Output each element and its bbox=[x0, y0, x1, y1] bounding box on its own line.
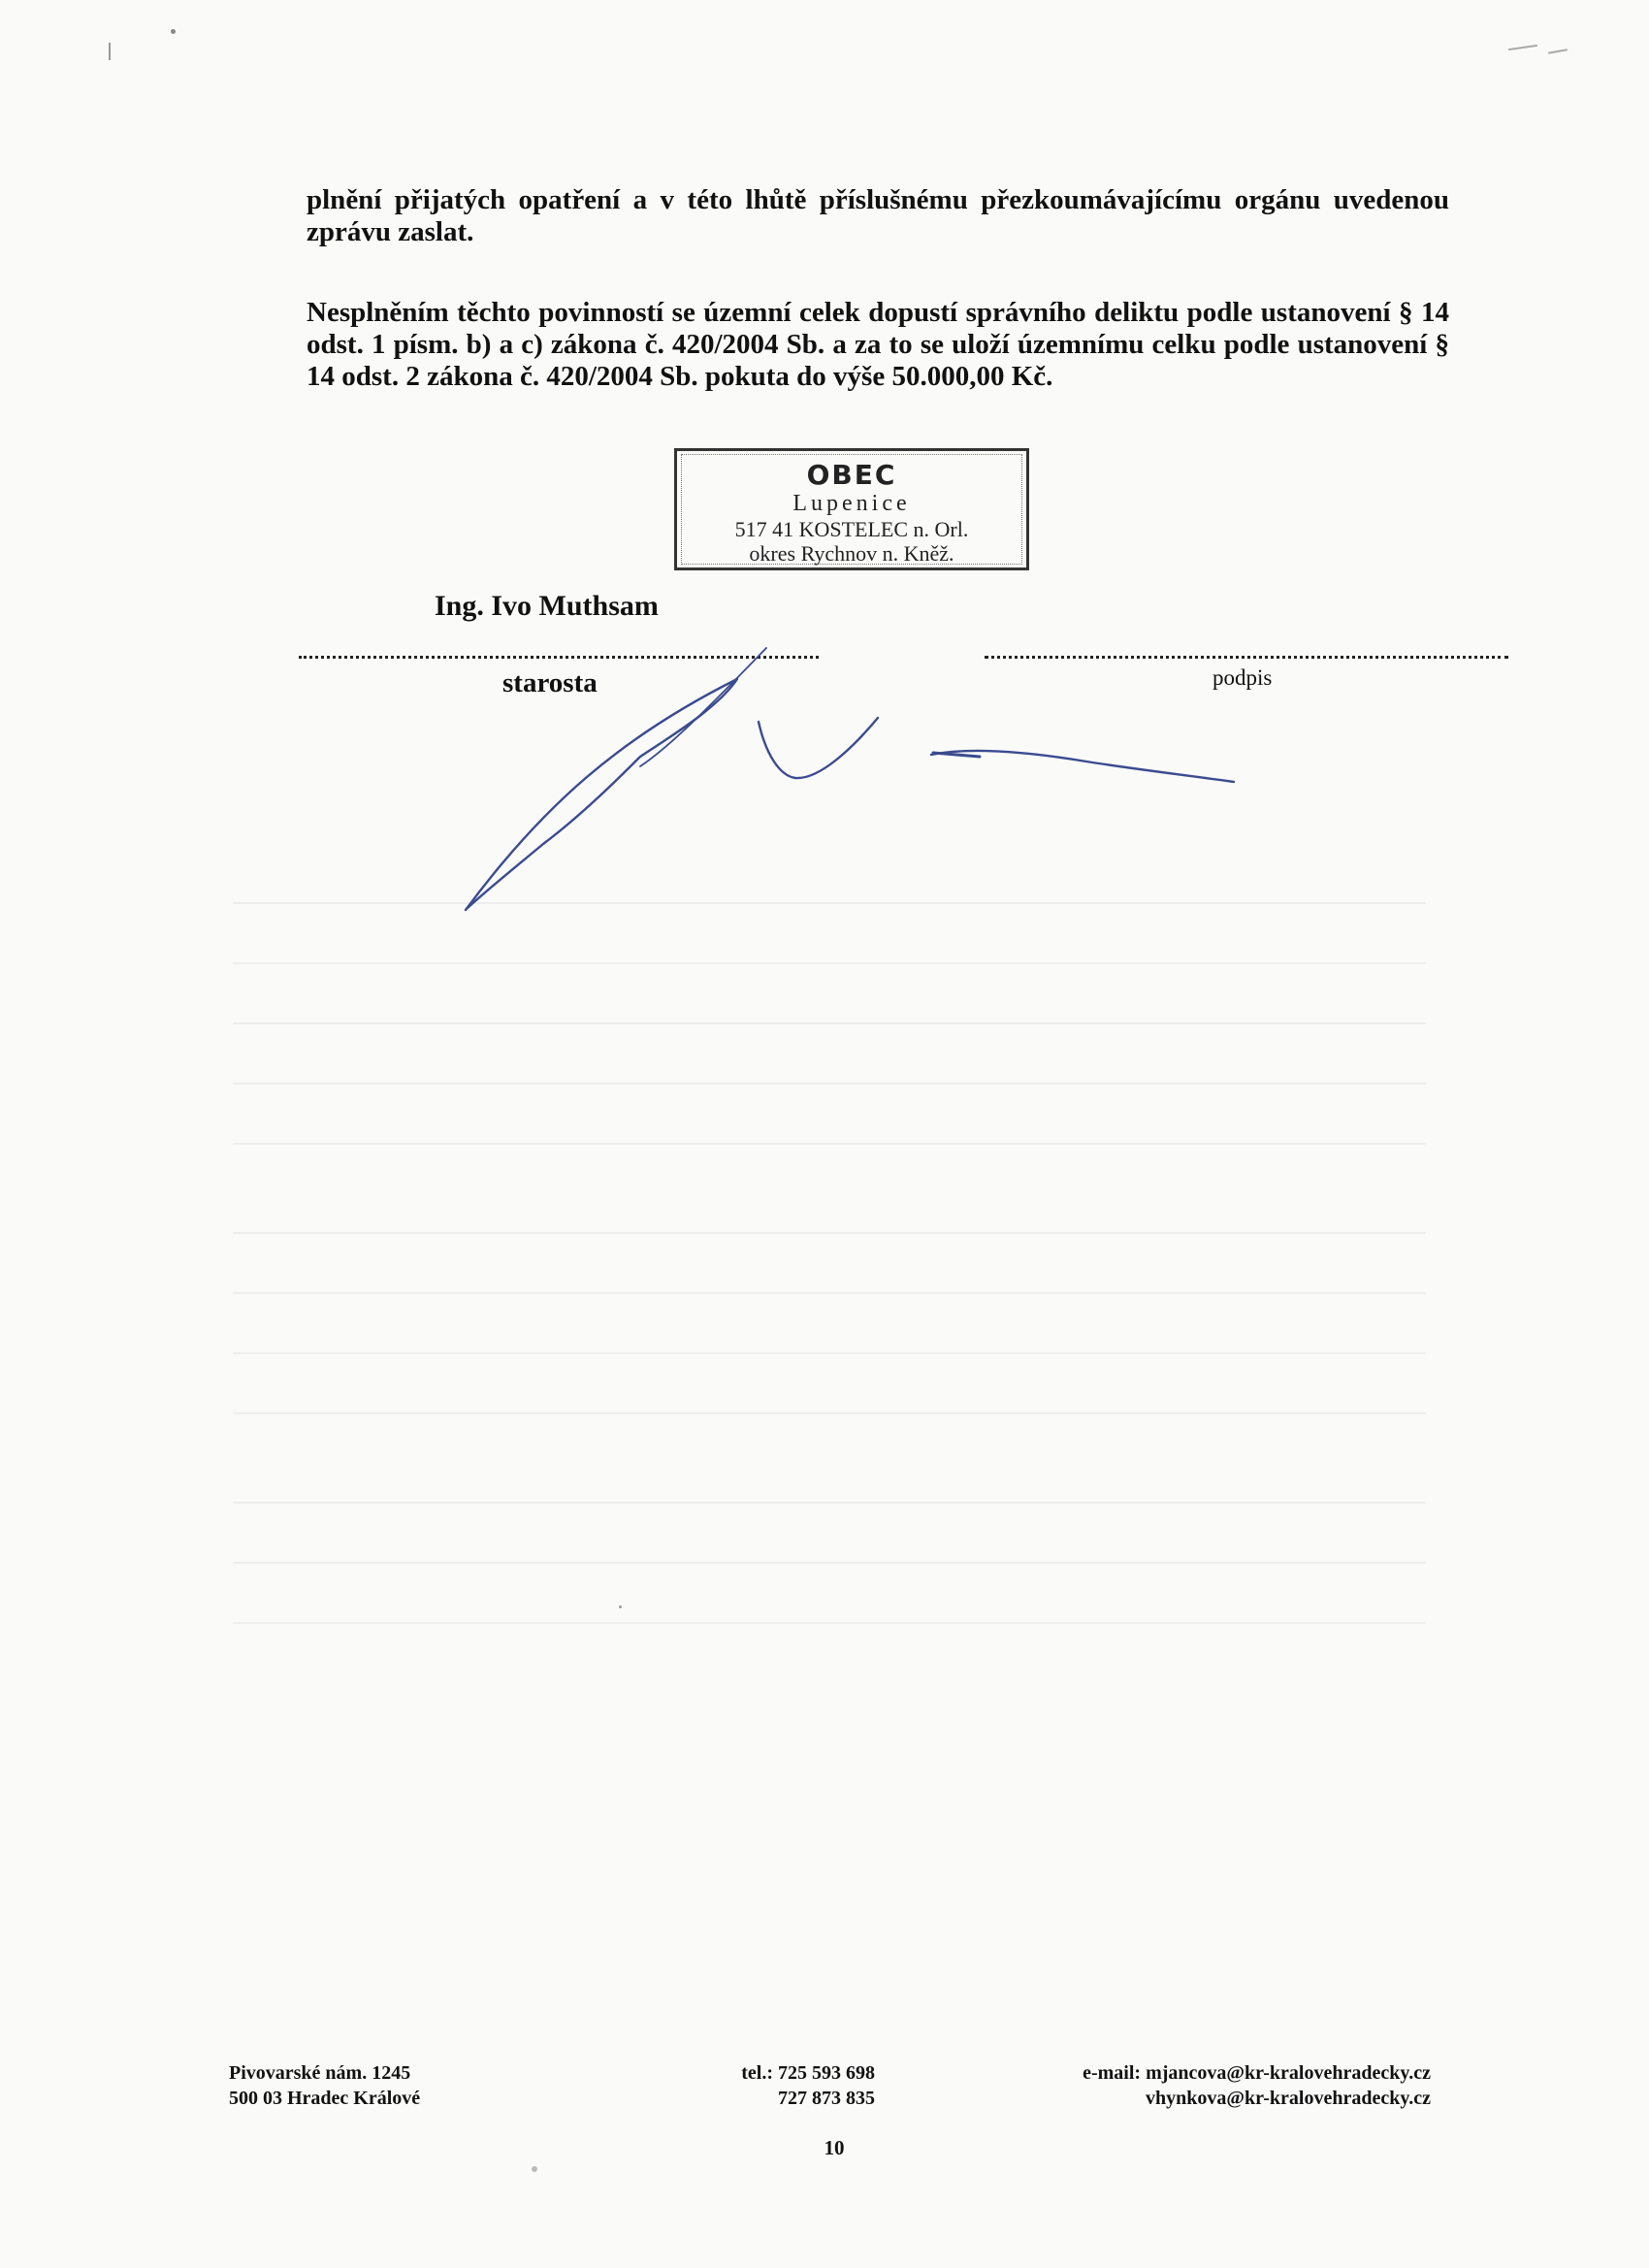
signature-label: podpis bbox=[1212, 665, 1273, 690]
signature-stroke-2 bbox=[640, 648, 766, 766]
stamp-line-4: okres Rychnov n. Kněž. bbox=[749, 541, 954, 566]
signer-name: Ing. Ivo Muthsam bbox=[435, 590, 659, 622]
paragraph-obligation: plnění přijatých opatření a v této lhůtě příslušnému přezkoumávajícímu orgánu uvedenou zprávu zaslat. bbox=[307, 184, 1449, 247]
footer-email bbox=[1009, 2060, 1431, 2111]
footer-tel-line-2: 727 873 835 bbox=[778, 2088, 875, 2109]
scan-speckle bbox=[171, 29, 176, 34]
footer-email-line-2: vhynkova@kr-kralovehradecky.cz bbox=[1146, 2088, 1431, 2109]
signature-stroke-5 bbox=[933, 753, 980, 757]
footer-address-line-1: Pivovarské nám. 1245 bbox=[229, 2062, 411, 2084]
footer-address-line-2: 500 03 Hradec Králové bbox=[229, 2088, 421, 2109]
signer-role: starosta bbox=[502, 667, 598, 698]
page-number: 10 bbox=[824, 2136, 845, 2159]
signature-stroke-1 bbox=[466, 679, 737, 910]
signature-stroke-3 bbox=[759, 718, 878, 778]
footer-address bbox=[229, 2060, 420, 2111]
stamp-line-1: OBEC bbox=[806, 459, 897, 491]
paragraph-penalty: Nesplněním těchto povinností se územní celek dopustí správního deliktu podle ustanovení § 14 odst. 1 písm. b) a c) zákona č. 420/2004 Sb. a za to se uloží územnímu celku podle ustanovení § 14 odst. 2 zákona č. 420/2004 Sb. pokuta do výše 50.000,00 Kč. bbox=[307, 297, 1449, 392]
scan-speckle bbox=[532, 2166, 537, 2172]
footer-email-line-1: e-mail: mjancova@kr-kralovehradecky.cz bbox=[1083, 2062, 1431, 2084]
scan-speckle bbox=[619, 1605, 622, 1608]
stamp-line-2: Lupenice bbox=[792, 491, 911, 516]
footer-telephone bbox=[700, 2060, 875, 2111]
stamp-line-3: 517 41 KOSTELEC n. Orl. bbox=[734, 517, 969, 541]
footer-tel-line-1: tel.: 725 593 698 bbox=[741, 2062, 875, 2084]
scan-speckle bbox=[109, 43, 111, 60]
